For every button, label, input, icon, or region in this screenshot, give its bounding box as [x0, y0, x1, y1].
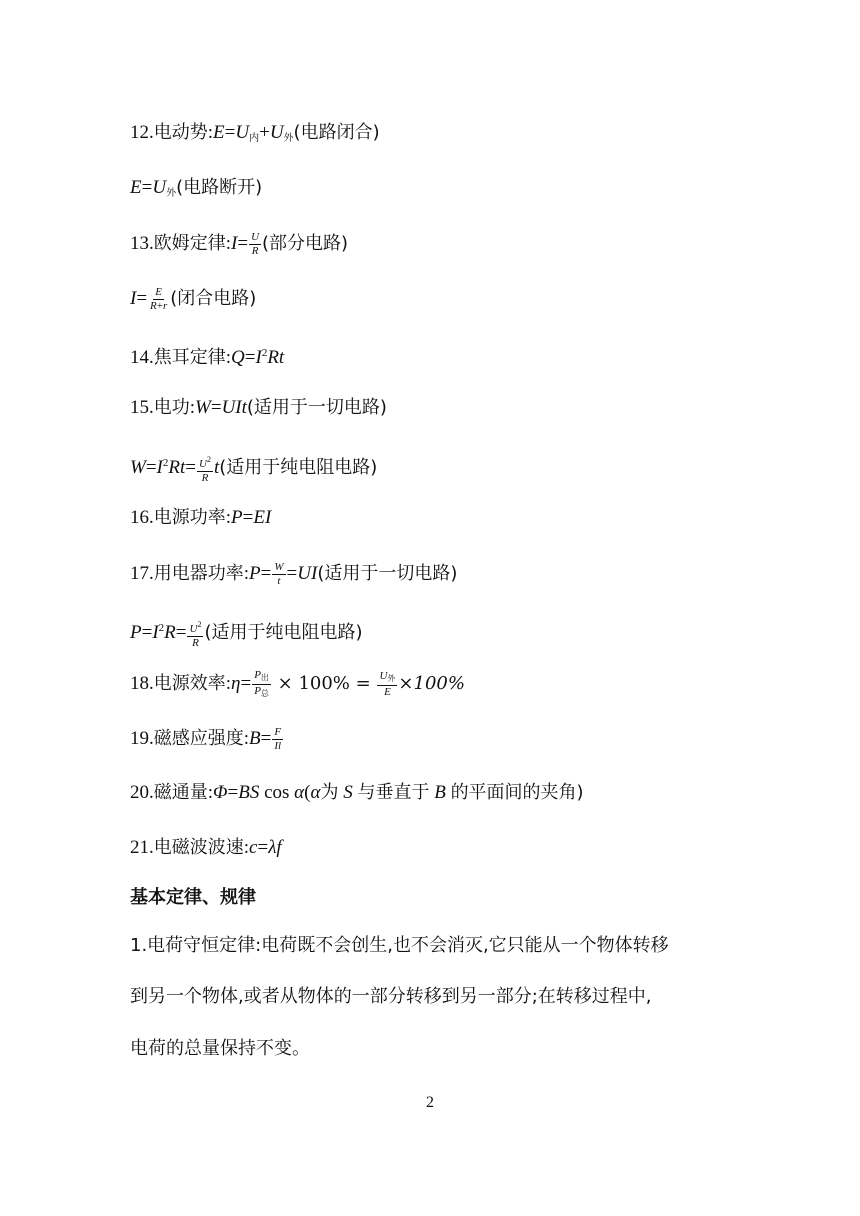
formula-note: 为: [320, 782, 339, 803]
formula-label: 欧姆定律: [153, 232, 226, 254]
item-number: 12.: [130, 122, 154, 143]
fraction: $\frac{U^2}{R}$: [198, 454, 211, 484]
formula-15b-work-resistive: $W=I^2Rt=$ $\frac{U^2}{R}$ t(适用于纯电阻电路): [130, 454, 378, 484]
formula-label: 电磁波波速: [153, 837, 244, 858]
formula-note: (适用于纯电阻电路): [219, 457, 378, 478]
formula-note: 的平面间的夹角): [450, 782, 584, 803]
formula-18-efficiency: 18.电源效率:η= $\frac{P_出}{P_总}$ × 100% = $\frac{U_外}{E}$ ×100%: [130, 669, 465, 698]
formula-label: 磁通量: [153, 782, 208, 803]
formula-label: 用电器功率: [153, 562, 244, 584]
item-number: 20.: [130, 782, 154, 803]
fraction: $\frac{U^2}{R}$: [189, 619, 202, 649]
formula-12-emf: 12.电动势$:E=U_内+U_外$(电路闭合): [130, 122, 380, 144]
fraction: $\frac{P_出}{P_总}$: [254, 669, 269, 698]
formula-13-ohm: 13.欧姆定律:I= $\frac{U}{R}$ (部分电路): [130, 231, 349, 257]
law-1-line-2: 到另一个物体,或者从物体的一部分转移到另一部分;在转移过程中,: [130, 986, 652, 1007]
fraction: $\frac{W}{t}$: [274, 561, 284, 587]
fraction: $\frac{U}{R}$: [251, 231, 260, 257]
formula-label: 电功: [153, 397, 190, 418]
formula-note: (电路闭合): [293, 122, 380, 143]
formula-16-source-power: 16.电源功率:P=EI: [130, 507, 272, 528]
fraction: $\frac{F}{Il}$: [274, 726, 282, 752]
formula-17b-device-power-resistive: $P=I^2R=$ $\frac{U^2}{R}$ (适用于纯电阻电路): [130, 619, 363, 649]
law-1-line-3: 电荷的总量保持不变。: [130, 1038, 310, 1059]
item-number: 21.: [130, 837, 154, 858]
item-number: 15.: [130, 397, 154, 418]
formula-note: 与垂直于: [357, 782, 430, 803]
formula-20-magnetic-flux: 20.磁通量:Φ=BS cos α(α为 S 与垂直于 B 的平面间的夹角): [130, 782, 584, 803]
subscript: 出: [260, 673, 269, 682]
subscript: 外: [387, 674, 396, 683]
formula-12b-emf-open: $E=U_外$(电路断开): [130, 177, 263, 199]
formula-note: (部分电路): [262, 232, 349, 254]
formula-label: 电源功率: [153, 507, 226, 528]
formula-19-magnetic-induction: 19.磁感应强度:B= $\frac{F}{Il}$: [130, 726, 282, 752]
fraction: $\frac{E}{R+r}$: [150, 286, 168, 312]
page-number: 2: [426, 1094, 434, 1111]
subscript: 内: [249, 133, 260, 144]
formula-label: 电动势: [153, 122, 208, 143]
percent-value: 100%: [413, 672, 465, 694]
formula-note: (适用于一切电路): [246, 397, 387, 418]
item-number: 19.: [130, 727, 154, 749]
formula-14-joule: 14.焦耳定律$:Q=I^2Rt$: [130, 347, 285, 368]
subscript: 外: [166, 188, 177, 199]
formula-21-wave-speed: 21.电磁波波速:c=λf: [130, 837, 282, 858]
subscript: 总: [260, 689, 269, 698]
item-number: 18.: [130, 672, 154, 694]
law-1-line-1: 1.电荷守恒定律:电荷既不会创生,也不会消灭,它只能从一个物体转移: [130, 935, 669, 956]
formula-label: 电源效率: [153, 672, 226, 694]
formula-label: 磁感应强度: [153, 727, 244, 749]
item-number: 16.: [130, 507, 154, 528]
subscript: 外: [283, 133, 294, 144]
formula-13b-ohm-closed: I= $\frac{E}{R+r}$ (闭合电路): [130, 286, 257, 312]
section-heading: 基本定律、规律: [130, 887, 256, 908]
formula-note: (电路断开): [176, 177, 263, 198]
fraction: $\frac{U_外}{E}$: [379, 670, 396, 698]
formula-label: 焦耳定律: [153, 347, 226, 368]
item-number: 13.: [130, 232, 154, 254]
item-number: 17.: [130, 562, 154, 584]
percent-value: 100%: [298, 672, 350, 694]
formula-note: (适用于一切电路): [317, 562, 458, 584]
item-number: 14.: [130, 347, 154, 368]
formula-note: (闭合电路): [170, 287, 257, 309]
formula-note: (适用于纯电阻电路): [204, 622, 363, 643]
formula-15-work: 15.电功:W=UIt(适用于一切电路): [130, 397, 387, 418]
formula-17-device-power: 17.用电器功率:P= $\frac{W}{t}$ =UI(适用于一切电路): [130, 561, 458, 587]
